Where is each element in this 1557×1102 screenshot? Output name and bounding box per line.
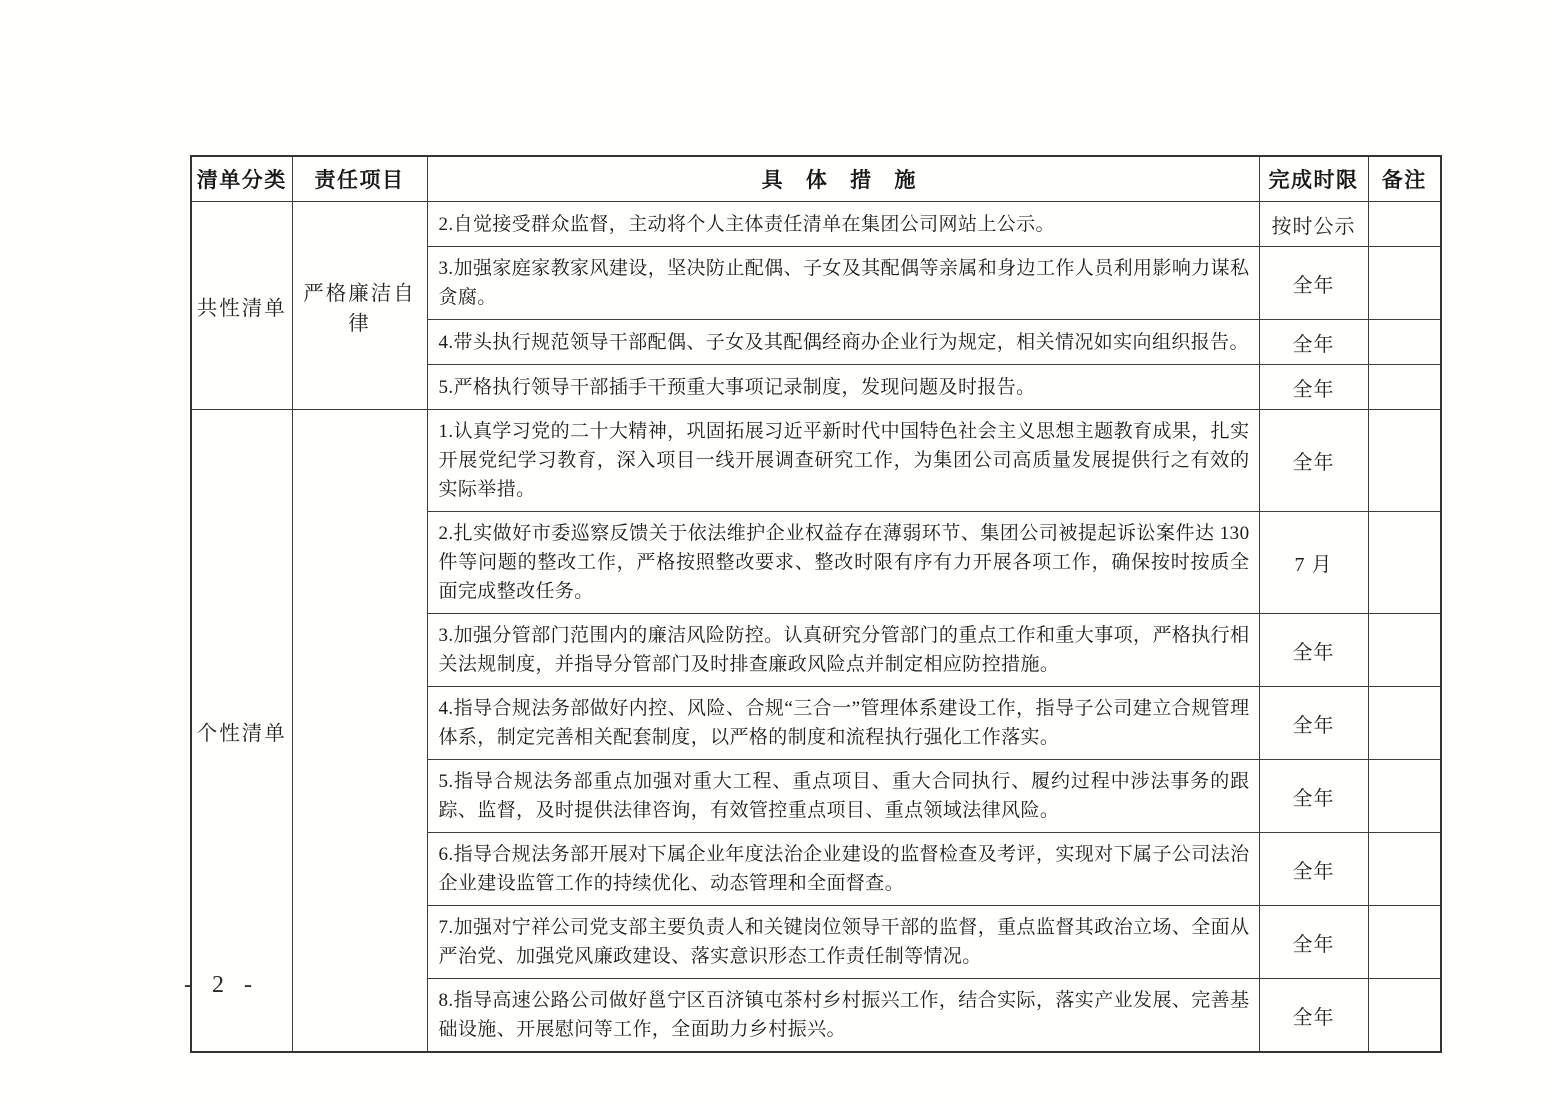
remark-cell bbox=[1368, 906, 1441, 979]
remark-cell bbox=[1368, 760, 1441, 833]
measure-cell: 8.指导高速公路公司做好邕宁区百济镇屯茶村乡村振兴工作，结合实际，落实产业发展、完善基础设施、开展慰问等工作，全面助力乡村振兴。 bbox=[427, 979, 1259, 1053]
measure-cell: 3.加强分管部门范围内的廉洁风险防控。认真研究分管部门的重点工作和重大事项，严格执行相关法规制度，并指导分管部门及时排查廉政风险点并制定相应防控措施。 bbox=[427, 614, 1259, 687]
remark-cell bbox=[1368, 512, 1441, 614]
deadline-cell: 全年 bbox=[1259, 365, 1368, 410]
measure-cell: 1.认真学习党的二十大精神，巩固拓展习近平新时代中国特色社会主义思想主题教育成果，扎实开展党纪学习教育，深入项目一线开展调查研究工作，为集团公司高质量发展提供行之有效的实际举措。 bbox=[427, 410, 1259, 512]
deadline-cell: 全年 bbox=[1259, 410, 1368, 512]
deadline-cell: 全年 bbox=[1259, 687, 1368, 760]
header-measures: 具 体 措 施 bbox=[427, 156, 1259, 202]
remark-cell bbox=[1368, 202, 1441, 247]
header-remark: 备注 bbox=[1368, 156, 1441, 202]
header-category: 清单分类 bbox=[191, 156, 292, 202]
deadline-cell: 全年 bbox=[1259, 906, 1368, 979]
header-deadline: 完成时限 bbox=[1259, 156, 1368, 202]
deadline-cell: 按时公示 bbox=[1259, 202, 1368, 247]
measure-cell: 2.自觉接受群众监督，主动将个人主体责任清单在集团公司网站上公示。 bbox=[427, 202, 1259, 247]
deadline-cell: 全年 bbox=[1259, 247, 1368, 320]
category-cell: 个性清单 bbox=[191, 410, 292, 1053]
deadline-cell: 全年 bbox=[1259, 320, 1368, 365]
remark-cell bbox=[1368, 410, 1441, 512]
remark-cell bbox=[1368, 365, 1441, 410]
remark-cell bbox=[1368, 614, 1441, 687]
remark-cell bbox=[1368, 687, 1441, 760]
measure-cell: 4.指导合规法务部做好内控、风险、合规“三合一”管理体系建设工作，指导子公司建立合规管理体系，制定完善相关配套制度，以严格的制度和流程执行强化工作落实。 bbox=[427, 687, 1259, 760]
remark-cell bbox=[1368, 247, 1441, 320]
table-row bbox=[191, 202, 1441, 247]
table-body bbox=[191, 202, 1441, 1053]
responsibility-checklist-table bbox=[190, 155, 1442, 1053]
deadline-cell: 全年 bbox=[1259, 833, 1368, 906]
measure-cell: 7.加强对宁祥公司党支部主要负责人和关键岗位领导干部的监督，重点监督其政治立场、全面从严治党、加强党风廉政建设、落实意识形态工作责任制等情况。 bbox=[427, 906, 1259, 979]
remark-cell bbox=[1368, 979, 1441, 1053]
category-cell: 共性清单 bbox=[191, 202, 292, 410]
deadline-cell: 全年 bbox=[1259, 614, 1368, 687]
remark-cell bbox=[1368, 833, 1441, 906]
header-project: 责任项目 bbox=[292, 156, 427, 202]
measure-cell: 5.指导合规法务部重点加强对重大工程、重点项目、重大合同执行、履约过程中涉法事务的跟踪、监督，及时提供法律咨询，有效管控重点项目、重点领域法律风险。 bbox=[427, 760, 1259, 833]
measure-cell: 5.严格执行领导干部插手干预重大事项记录制度，发现问题及时报告。 bbox=[427, 365, 1259, 410]
deadline-cell: 全年 bbox=[1259, 760, 1368, 833]
page-number: - 2 - bbox=[184, 972, 259, 998]
table-row bbox=[191, 410, 1441, 512]
project-cell: 严格廉洁自律 bbox=[292, 202, 427, 410]
project-cell bbox=[292, 410, 427, 1053]
measure-cell: 2.扎实做好市委巡察反馈关于依法维护企业权益存在薄弱环节、集团公司被提起诉讼案件达 130 件等问题的整改工作，严格按照整改要求、整改时限有序有力开展各项工作，确保按时按质全面完成整改任务。 bbox=[427, 512, 1259, 614]
table-header-row bbox=[191, 156, 1441, 202]
deadline-cell: 全年 bbox=[1259, 979, 1368, 1053]
measure-cell: 6.指导合规法务部开展对下属企业年度法治企业建设的监督检查及考评，实现对下属子公司法治企业建设监管工作的持续优化、动态管理和全面督查。 bbox=[427, 833, 1259, 906]
measure-cell: 3.加强家庭家教家风建设，坚决防止配偶、子女及其配偶等亲属和身边工作人员利用影响力谋私贪腐。 bbox=[427, 247, 1259, 320]
measure-cell: 4.带头执行规范领导干部配偶、子女及其配偶经商办企业行为规定，相关情况如实向组织报告。 bbox=[427, 320, 1259, 365]
remark-cell bbox=[1368, 320, 1441, 365]
deadline-cell: 7 月 bbox=[1259, 512, 1368, 614]
